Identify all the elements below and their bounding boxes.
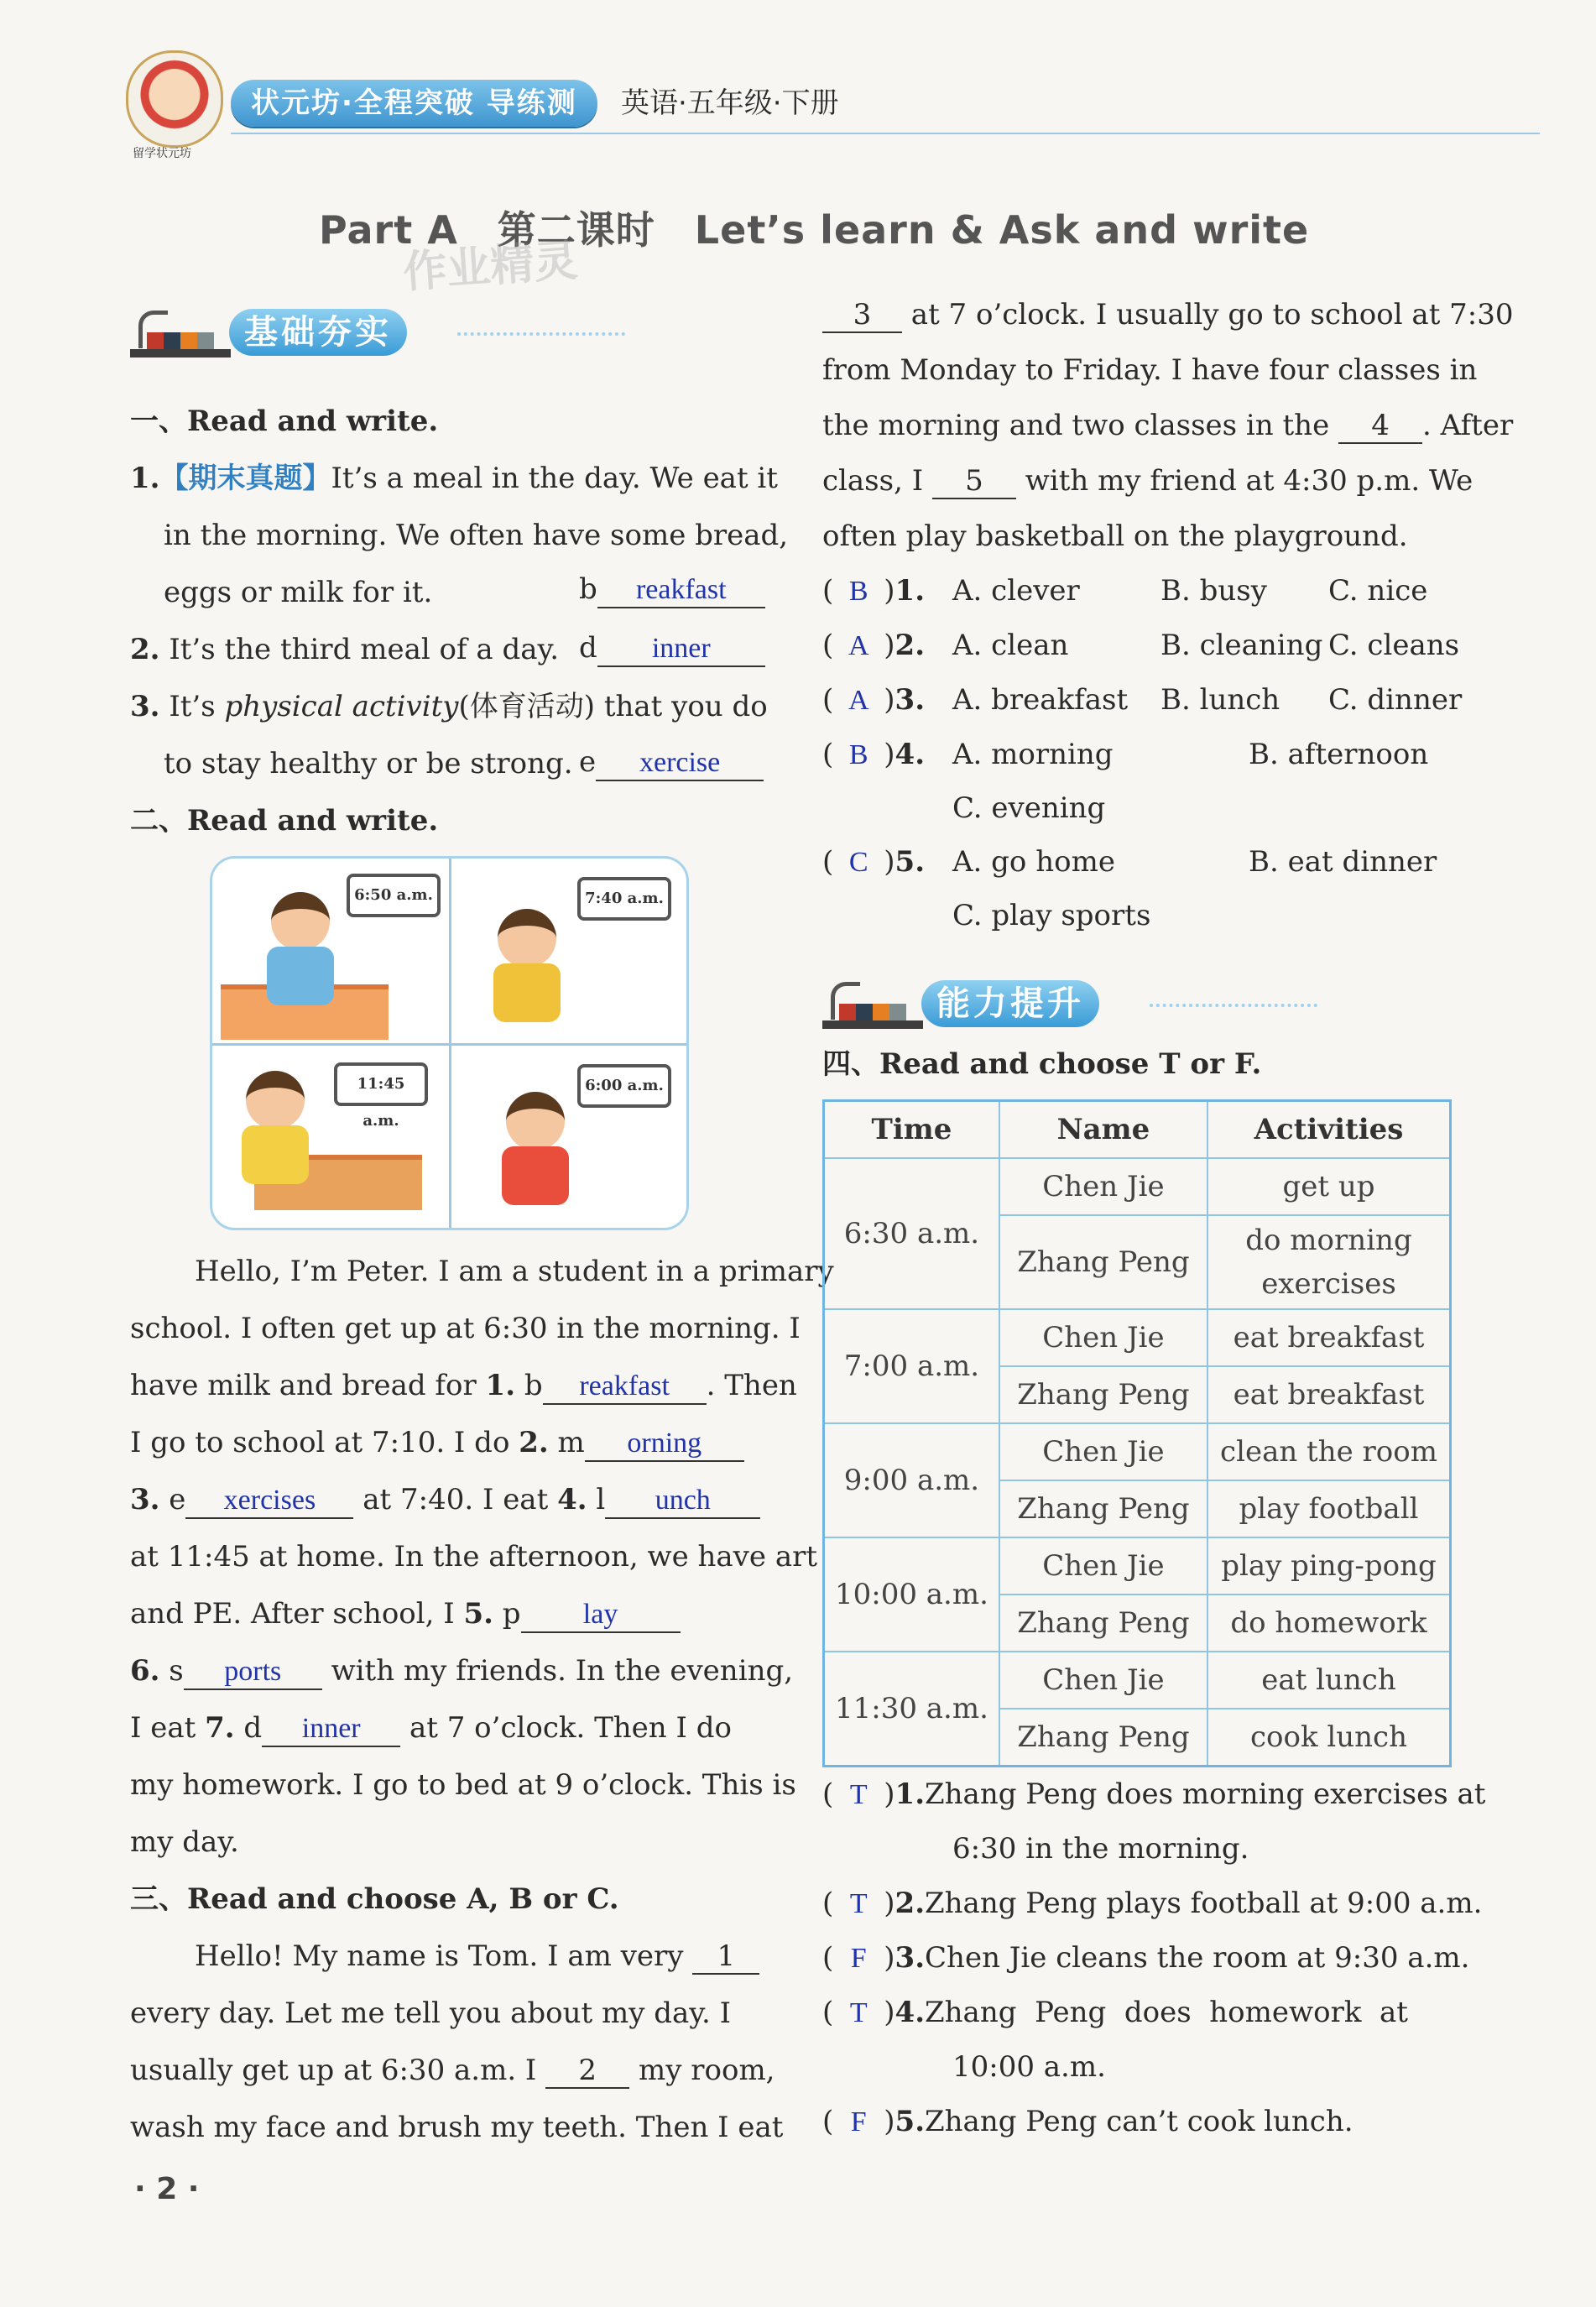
option-b: B. afternoon xyxy=(1249,738,1429,771)
activity-cell: eat breakfast xyxy=(1207,1309,1451,1366)
passage-line: usually get up at 6:30 a.m. I 2 my room, xyxy=(130,2054,775,2087)
clock-label: 6:50 a.m. xyxy=(347,874,441,917)
table-row xyxy=(824,1423,1451,1480)
passage-line: 3 at 7 o’clock. I usually go to school at 7:30 xyxy=(822,298,1514,333)
option-a: A. clever xyxy=(952,574,1080,608)
time-cell: 11:30 a.m. xyxy=(824,1652,999,1767)
gap-1: 1 xyxy=(692,1939,759,1975)
name-cell: Zhang Peng xyxy=(999,1215,1207,1309)
passage-line: 6. s ports with my friends. In the evening, xyxy=(130,1654,793,1690)
name-cell: Chen Jie xyxy=(999,1158,1207,1215)
tf-answer[interactable]: T xyxy=(849,1997,868,2028)
section-banner-basic xyxy=(130,302,885,361)
mascot-logo-icon xyxy=(126,50,223,148)
exercise-scene xyxy=(451,859,688,1043)
part1-heading: 一、Read and write. xyxy=(130,405,439,438)
section-label: 基础夯实 xyxy=(229,309,407,356)
lesson-title: Part A 第二课时 Let’s learn & Ask and write xyxy=(319,207,1310,253)
table-row xyxy=(824,1537,1451,1595)
column-header: Activities xyxy=(1207,1101,1451,1159)
column-header: Name xyxy=(999,1101,1207,1159)
subject-label: 英语·五年级·下册 xyxy=(621,86,839,120)
passage-line: I go to school at 7:10. I do 2. m orning xyxy=(130,1426,744,1462)
option-a: A. go home xyxy=(952,845,1115,879)
choice-answer[interactable]: B xyxy=(848,576,868,607)
passage-line: and PE. After school, I 5. p lay xyxy=(130,1597,681,1633)
name-cell: Zhang Peng xyxy=(999,1709,1207,1767)
tf-answer[interactable]: F xyxy=(850,1943,867,1974)
time-cell: 9:00 a.m. xyxy=(824,1423,999,1537)
gap-3: 3 xyxy=(822,298,902,333)
statement-continuation: 10:00 a.m. xyxy=(952,2050,1106,2084)
part3-heading: 三、Read and choose A, B or C. xyxy=(130,1882,619,1916)
passage-line: class, I 5 with my friend at 4:30 p.m. We xyxy=(822,464,1473,498)
passage-line: have milk and bread for 1. b reakfast . Then xyxy=(130,1369,797,1405)
passage-line: Hello! My name is Tom. I am very 1 xyxy=(195,1939,759,1975)
statement-row: ( T )1.Zhang Peng does morning exercises at xyxy=(822,1777,1486,1811)
gap-4: 4 xyxy=(1338,409,1422,444)
header-divider xyxy=(231,133,1540,134)
gap-5: 5 xyxy=(932,464,1016,499)
activity-cell: cook lunch xyxy=(1207,1709,1451,1767)
name-cell: Zhang Peng xyxy=(999,1595,1207,1652)
statement-row: ( T )2.Zhang Peng plays football at 9:00 a.m. xyxy=(822,1887,1483,1920)
tf-answer[interactable]: F xyxy=(850,2106,867,2137)
gap-2: 2 xyxy=(545,2054,629,2089)
choice-answer[interactable]: C xyxy=(848,847,868,878)
q1-answer-field[interactable]: b reakfast xyxy=(579,572,765,608)
blank-2[interactable]: orning xyxy=(585,1427,744,1462)
part2-heading: 二、Read and write. xyxy=(130,804,439,838)
section-label: 能力提升 xyxy=(921,980,1099,1027)
passage-line: the morning and two classes in the 4 . After xyxy=(822,409,1514,442)
desk-lamp-icon xyxy=(822,982,915,1029)
name-cell: Chen Jie xyxy=(999,1537,1207,1595)
daily-routine-picture xyxy=(210,856,689,1230)
column-header: Time xyxy=(824,1101,999,1159)
name-cell: Chen Jie xyxy=(999,1309,1207,1366)
blank-4[interactable]: unch xyxy=(605,1484,760,1519)
option-c: C. cleans xyxy=(1328,629,1460,662)
q1-line1: 1.【期末真题】It’s a meal in the day. We eat it xyxy=(130,462,778,495)
name-cell: Chen Jie xyxy=(999,1423,1207,1480)
passage-line: my homework. I go to bed at 9 o’clock. This is xyxy=(130,1768,796,1802)
statement-continuation: 6:30 in the morning. xyxy=(952,1832,1249,1866)
passage-line: at 11:45 at home. In the afternoon, we have art xyxy=(130,1540,818,1574)
passage-line: often play basketball on the playground. xyxy=(822,519,1408,553)
blank-5[interactable]: lay xyxy=(521,1598,681,1633)
option-b: B. busy xyxy=(1160,574,1267,608)
passage-line: wash my face and brush my teeth. Then I eat xyxy=(130,2111,784,2144)
blank-3[interactable]: xercises xyxy=(185,1484,353,1519)
statement-row: ( F )5.Zhang Peng can’t cook lunch. xyxy=(822,2105,1353,2138)
time-cell: 10:00 a.m. xyxy=(824,1537,999,1652)
choice-answer[interactable]: B xyxy=(848,739,868,770)
brand-title: 状元坊·全程突破 导练测 xyxy=(231,80,597,127)
option-c: C. play sports xyxy=(952,899,1151,932)
option-b: B. lunch xyxy=(1160,683,1280,717)
section-banner-advanced xyxy=(822,973,1460,1032)
choice-row: ( B )1. xyxy=(822,574,926,608)
option-c: C. nice xyxy=(1328,574,1428,608)
q1-line3: eggs or milk for it. xyxy=(164,576,433,609)
choice-row: ( A )3. xyxy=(822,683,926,717)
schedule-table xyxy=(822,1099,1452,1767)
option-b: B. eat dinner xyxy=(1249,845,1437,879)
blank-7[interactable]: inner xyxy=(262,1712,400,1747)
option-a: A. breakfast xyxy=(952,683,1129,717)
q3-answer-field[interactable]: e xercise xyxy=(579,745,764,781)
name-cell: Chen Jie xyxy=(999,1652,1207,1709)
time-cell: 6:30 a.m. xyxy=(824,1158,999,1309)
logo-caption: 留学状元坊 xyxy=(133,147,191,160)
sports-scene xyxy=(451,1046,688,1230)
passage-line: my day. xyxy=(130,1825,239,1859)
table-row xyxy=(824,1158,1451,1215)
page-header xyxy=(126,50,1552,168)
q3-line1: 3. It’s physical activity(体育活动) that you do xyxy=(130,690,768,723)
activity-cell: get up xyxy=(1207,1158,1451,1215)
blank-6[interactable]: ports xyxy=(184,1655,322,1690)
choice-answer[interactable]: A xyxy=(848,685,869,716)
table-header-row xyxy=(824,1101,1451,1159)
page-number: · 2 · xyxy=(134,2172,200,2206)
activity-cell: play football xyxy=(1207,1480,1451,1537)
name-cell: Zhang Peng xyxy=(999,1366,1207,1423)
passage-line: from Monday to Friday. I have four classes in xyxy=(822,353,1478,387)
breakfast-scene xyxy=(212,859,449,1043)
option-a: A. clean xyxy=(952,629,1069,662)
activity-cell: do homework xyxy=(1207,1595,1451,1652)
tf-answer[interactable]: T xyxy=(849,1779,868,1810)
clock-label: 11:45 a.m. xyxy=(334,1062,428,1106)
clock-label: 6:00 a.m. xyxy=(577,1064,671,1108)
passage-line: I eat 7. d inner at 7 o’clock. Then I do xyxy=(130,1711,732,1747)
activity-cell: eat breakfast xyxy=(1207,1366,1451,1423)
option-b: B. cleaning xyxy=(1160,629,1323,662)
option-a: A. morning xyxy=(952,738,1114,771)
choice-row: ( B )4. xyxy=(822,738,926,771)
activity-cell: clean the room xyxy=(1207,1423,1451,1480)
passage-line: every day. Let me tell you about my day. I xyxy=(130,1996,732,2030)
choice-answer[interactable]: A xyxy=(848,630,869,661)
name-cell: Zhang Peng xyxy=(999,1480,1207,1537)
time-cell: 7:00 a.m. xyxy=(824,1309,999,1423)
lunch-scene xyxy=(212,1046,449,1230)
tf-answer[interactable]: T xyxy=(849,1888,868,1919)
choice-row: ( A )2. xyxy=(822,629,926,662)
choice-row: ( C )5. xyxy=(822,845,926,879)
q2-line: 2. It’s the third meal of a day. xyxy=(130,633,560,666)
table-row xyxy=(824,1309,1451,1366)
q3-line2: to stay healthy or be strong. xyxy=(164,747,573,780)
activity-cell: eat lunch xyxy=(1207,1652,1451,1709)
table-row xyxy=(824,1652,1451,1709)
passage-line: 3. e xercises at 7:40. I eat 4. l unch xyxy=(130,1483,760,1519)
statement-row: ( F )3.Chen Jie cleans the room at 9:30 a.m. xyxy=(822,1941,1470,1975)
option-c: C. evening xyxy=(952,791,1106,825)
blank-1[interactable]: reakfast xyxy=(543,1370,707,1405)
passage-line: school. I often get up at 6:30 in the morning. I xyxy=(130,1312,801,1345)
q2-answer-field[interactable]: d inner xyxy=(579,631,765,667)
statement-row: ( T )4.Zhang Peng does homework at xyxy=(822,1996,1408,2029)
part4-heading: 四、Read and choose T or F. xyxy=(822,1047,1262,1081)
q1-line2: in the morning. We often have some bread, xyxy=(164,519,789,552)
activity-cell: do morning exercises xyxy=(1207,1215,1451,1309)
desk-lamp-icon xyxy=(130,311,222,358)
activity-cell: play ping-pong xyxy=(1207,1537,1451,1595)
clock-label: 7:40 a.m. xyxy=(577,877,671,921)
option-c: C. dinner xyxy=(1328,683,1463,717)
passage-line: Hello, I’m Peter. I am a student in a primary xyxy=(195,1255,834,1288)
watermark: 作业精灵 xyxy=(401,235,580,299)
